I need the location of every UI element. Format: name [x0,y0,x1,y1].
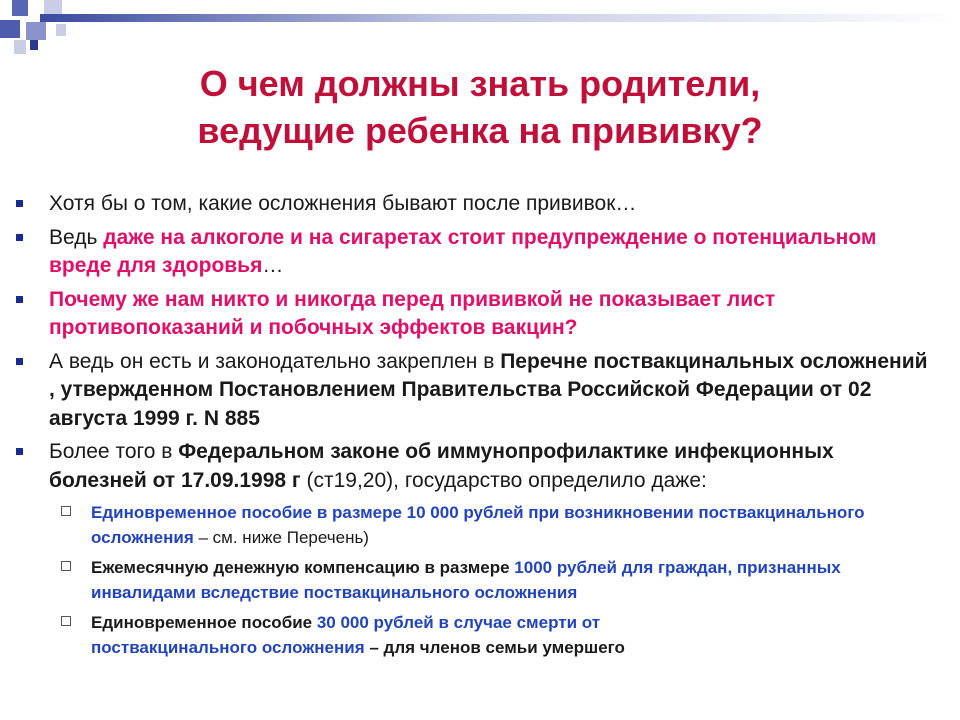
bullet-4 [16,348,936,434]
decorative-header [0,0,960,60]
regulation-reference: Перечне поствакцинальных осложнений , утвержденном Постановлением Правительства Российской Федерации от 02 августа 1999 г. N 885 [49,349,928,430]
square-bullet-icon [16,200,23,207]
square-bullet-icon [16,234,23,241]
square-bullet-icon [16,358,23,365]
death-allowance-amount: 30 000 рублей в случае смерти от [316,613,601,632]
title-line-1: О чем должны знать родители, [199,63,761,104]
death-allowance-label: Единовременное пособие [91,613,317,632]
bullet-text: Ведь [49,225,104,249]
question-highlight: Почему же нам никто и никогда перед прививкой не показывает лист противопоказаний и побочных эффектов вакцин? [49,287,776,339]
monthly-compensation-label: Ежемесячную денежную компенсацию в размере [91,558,515,577]
one-time-allowance: Единовременное пособие в размере 10 000 рублей при возникновении поствакцинального осложнения [91,503,865,547]
bullet-text-end: … [262,254,284,277]
bullet-3 [16,286,936,343]
title-line-2: ведущие ребенка на прививку? [197,110,763,151]
sub-bullet-text: – см. ниже Перечень) [193,528,369,547]
square-bullet-icon [16,296,23,303]
bullet-text-end: (ст19,20), государство определило даже: [300,468,707,492]
bullet-2 [16,224,936,281]
bullet-text: Хотя бы о том, какие осложнения бывают после прививок… [49,192,637,215]
sub-bullet-2 [16,555,936,605]
sub-bullet-1 [16,500,936,550]
hollow-square-bullet-icon [61,616,71,626]
hollow-square-bullet-icon [61,561,71,571]
bullet-text: А ведь он есть и законодательно закреплен в [49,349,501,373]
slide-body [16,190,936,665]
square-bullet-icon [16,448,23,455]
monthly-compensation-amount: 1000 рублей для граждан, признанных инвалидами вследствие поствакцинального осложнения [91,558,841,602]
hollow-square-bullet-icon [61,506,71,516]
death-allowance-cause: поствакцинального осложнения [91,638,365,657]
warning-highlight: даже на алкоголе и на сигаретах стоит предупреждение о потенциальном вреде для здоровья [49,225,877,277]
bullet-text: Более того в [49,440,179,463]
law-reference: Федеральном законе об иммунопрофилактике инфекционных болезней от 17.09.1998 г [49,440,834,492]
bullet-5 [16,438,936,495]
sub-bullet-3 [16,610,936,660]
death-allowance-recipients: – для членов семьи умершего [364,638,625,657]
bullet-1 [16,190,936,219]
slide-title [90,60,870,154]
